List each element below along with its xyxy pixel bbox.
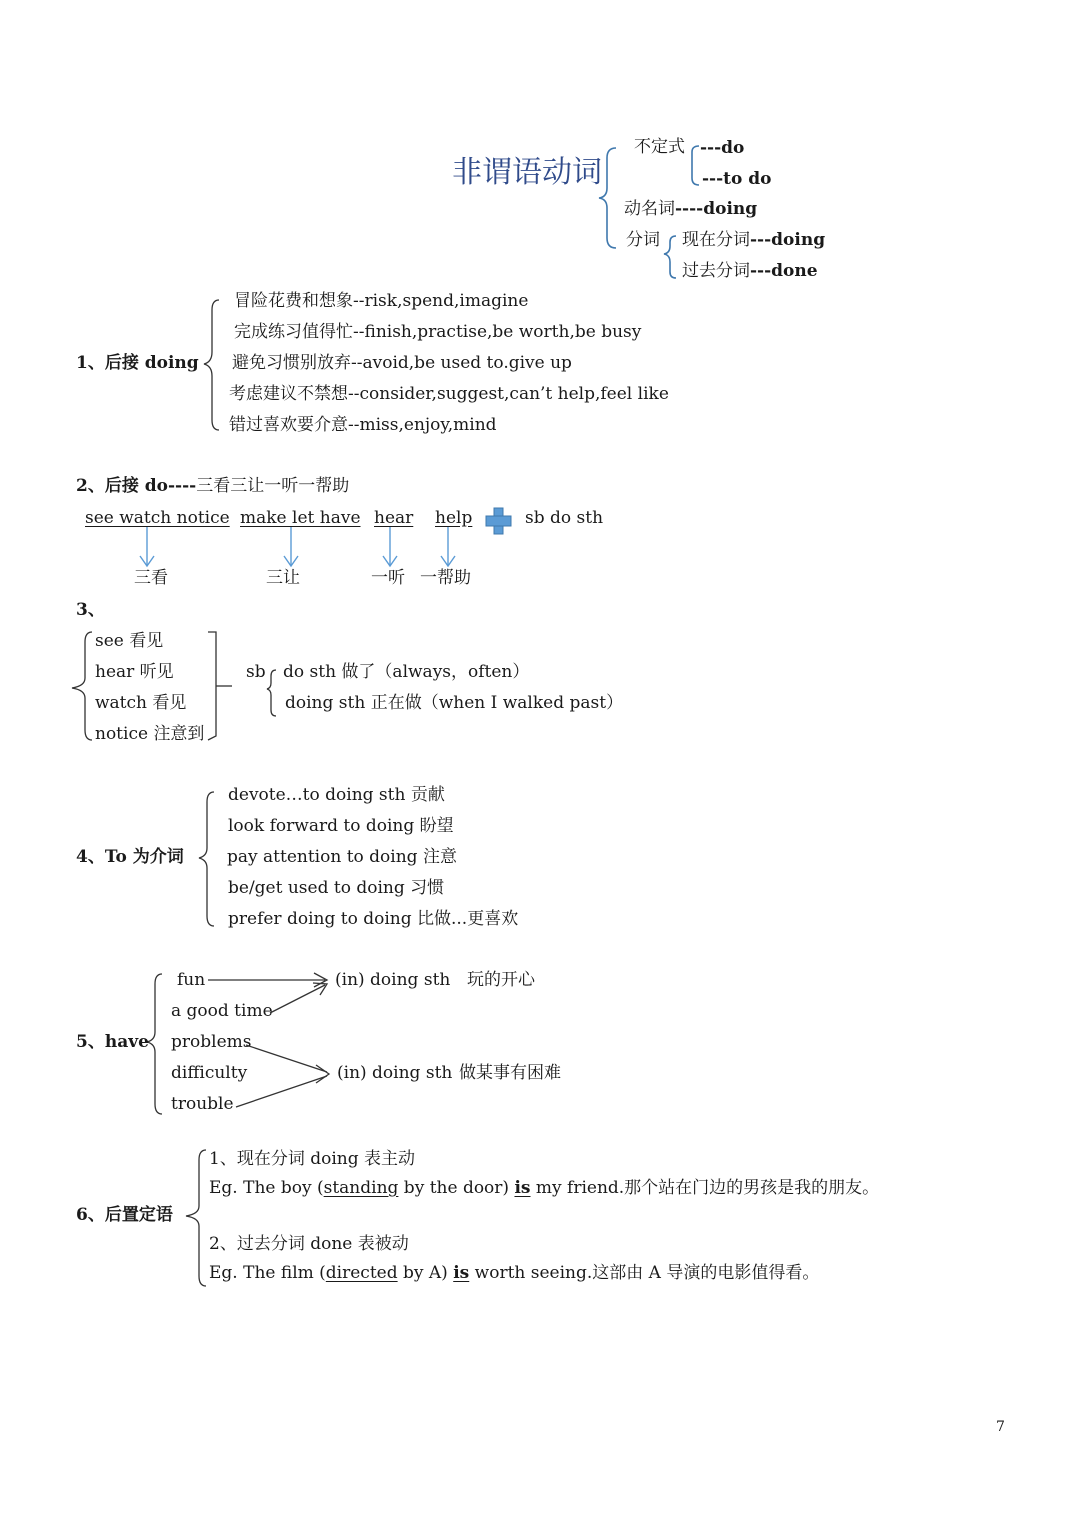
s3-sb: sb	[246, 662, 266, 682]
s2-group-hear: hear	[374, 508, 414, 528]
s5-item: problems	[171, 1032, 252, 1052]
s6-example: Eg. The film (directed by A) is worth seeing.这部由 A 导演的电影值得看。	[209, 1263, 820, 1283]
s6-brace	[186, 1150, 206, 1286]
s3-verb: see 看见	[95, 631, 164, 651]
s2-group-help: help	[435, 508, 473, 528]
s2-meaning: 三让	[266, 568, 300, 588]
participle-label: 分词	[626, 230, 660, 250]
past-participle-row: 过去分词---done	[682, 261, 818, 281]
s6-point: 1、现在分词 doing 表主动	[209, 1149, 416, 1169]
s4-item: prefer doing to doing 比做...更喜欢	[228, 909, 519, 929]
s2-meaning: 三看	[134, 568, 168, 588]
s5-item: difficulty	[171, 1063, 248, 1083]
header-participle-brace	[664, 236, 676, 278]
s5-meaning: 做某事有困难	[459, 1063, 561, 1083]
s4-item: look forward to doing 盼望	[228, 816, 454, 836]
s4-item: pay attention to doing 注意	[227, 847, 457, 867]
gerund-row: 动名词----doing	[624, 199, 758, 219]
s4-item: be/get used to doing 习惯	[228, 878, 445, 898]
s5-item: a good time	[171, 1001, 273, 1021]
s3-right-bracket	[208, 632, 216, 740]
s5-label: 5、have	[76, 1032, 149, 1052]
s2-meaning: 一帮助	[420, 568, 471, 588]
s5-meaning: 玩的开心	[467, 970, 535, 990]
s4-label: 4、To 为介词	[76, 847, 184, 867]
present-participle-row: 现在分词---doing	[682, 230, 826, 250]
s1-item: 错过喜欢要介意--miss,enjoy,mind	[229, 415, 497, 435]
s5-result: (in) doing sth	[335, 970, 451, 990]
infinitive-do: ---do	[700, 138, 745, 158]
s3-verb: notice 注意到	[95, 724, 205, 744]
s2-after: sb do sth	[525, 508, 604, 528]
s2-group-make: make let have	[240, 508, 361, 528]
s2-group-see: see watch notice	[85, 508, 230, 528]
s1-brace	[204, 300, 219, 430]
header-infinitive-brace	[692, 146, 699, 185]
s5-item: fun	[177, 970, 206, 990]
s1-item: 完成练习值得忙--finish,practise,be worth,be busy	[234, 322, 642, 342]
s6-example: Eg. The boy (standing by the door) is my friend.那个站在门边的男孩是我的朋友。	[209, 1178, 880, 1198]
s5-brace	[147, 974, 162, 1114]
s1-label: 1、后接 doing	[76, 353, 199, 373]
s2-meaning: 一听	[371, 568, 405, 588]
s1-item: 冒险花费和想象--risk,spend,imagine	[234, 291, 529, 311]
s6-label: 6、后置定语	[76, 1205, 173, 1225]
s5-result: (in) doing sth	[337, 1063, 453, 1083]
s1-item: 避免习惯别放弃--avoid,be used to.give up	[232, 353, 572, 373]
s4-brace	[199, 792, 214, 926]
s5-item: trouble	[171, 1094, 234, 1114]
infinitive-label: 不定式	[634, 137, 685, 157]
s3-form: doing sth 正在做（when I walked past）	[285, 693, 624, 713]
s3-verb: hear 听见	[95, 662, 174, 682]
page-number: 7	[996, 1419, 1005, 1435]
s3-sb-brace	[267, 670, 276, 716]
s3-left-brace	[72, 632, 92, 740]
page-title: 非谓语动词	[452, 155, 602, 190]
s1-item: 考虑建议不禁想--consider,suggest,can’t help,feel like	[229, 384, 669, 404]
s3-verb: watch 看见	[95, 693, 187, 713]
s6-point: 2、过去分词 done 表被动	[209, 1234, 409, 1254]
s3-form: do sth 做了（always，often）	[283, 662, 530, 682]
plus-icon	[486, 508, 511, 534]
s2-label: 2、后接 do----三看三让一听一帮助	[76, 476, 350, 496]
infinitive-to-do: ---to do	[702, 169, 772, 189]
s4-item: devote…to doing sth 贡献	[228, 785, 445, 805]
s3-label: 3、	[76, 600, 105, 620]
